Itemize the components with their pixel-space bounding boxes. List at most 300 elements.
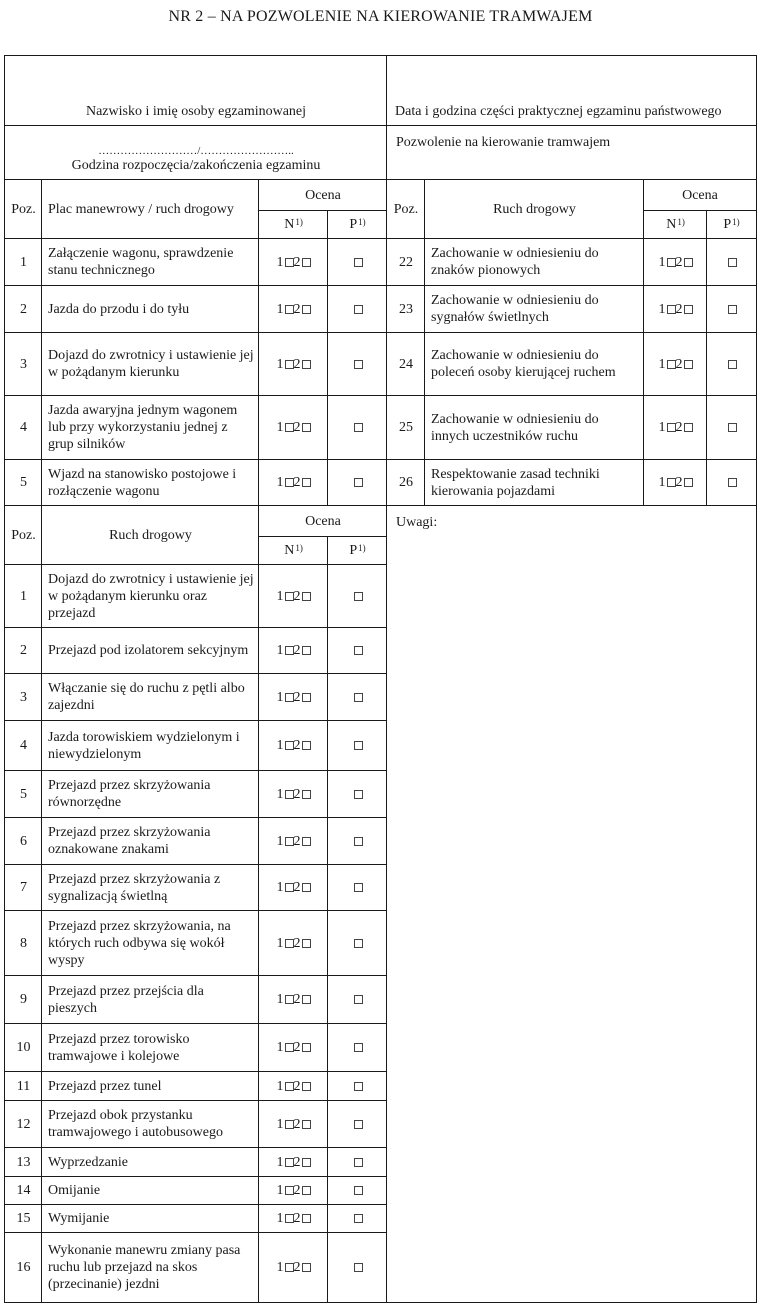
exam-date-field[interactable] [386,55,757,127]
plac-row-n-score[interactable] [258,332,329,396]
row-number: 11 [16,1078,31,1094]
row-number: 12 [16,1116,31,1132]
ruch-right-row-p-checkbox[interactable] [706,238,757,286]
ruch-left-row-n-score[interactable] [258,1100,329,1148]
score-2-label: 2 [293,833,301,849]
score-2-label: 2 [293,301,301,317]
ruch-left-row-p-checkbox[interactable] [327,1176,388,1205]
ruch-right-row-text [424,285,645,333]
row-label: Wykonanie manewru zmiany pasa ruchu lub przejazd na skos (przecinanie) jezdni [48,1243,241,1292]
checkbox-icon[interactable] [302,995,311,1004]
checkbox-icon[interactable] [354,1158,363,1167]
score-2-label: 2 [293,356,301,372]
name-field[interactable] [4,55,388,127]
ruch-left-row-text [41,770,260,818]
checkbox-icon[interactable] [728,478,737,487]
score-1-label: 1 [658,254,666,270]
ruch-right-row-n-score[interactable] [643,332,708,396]
ruch-left-n-header [258,536,329,565]
plac-row-poz [4,332,43,396]
row-label: Jazda awaryjna jednym wagonem lub przy wykorzystaniu jednej z grup silników [48,403,238,452]
remarks-label: Uwagi: [396,515,438,530]
row-number: 4 [20,420,27,435]
checkbox-icon[interactable] [302,646,311,655]
score-1-label: 1 [658,475,666,490]
row-label: Włączanie się do ruchu z pętli albo zajezdni [48,681,245,713]
score-2-label: 2 [293,588,301,604]
checkbox-icon[interactable] [302,1214,311,1223]
row-label: Przejazd przez tunel [48,1078,162,1094]
checkbox-icon[interactable] [302,790,311,799]
checkbox-icon[interactable] [354,837,363,846]
ruch-right-p-header [706,210,757,239]
ruch-left-row-text [41,1023,260,1072]
row-number: 5 [20,475,27,490]
checkbox-icon[interactable] [684,258,693,267]
ruch-left-row-p-checkbox[interactable] [327,864,388,911]
checkbox-icon[interactable] [285,1214,294,1223]
ruch-left-row-p-checkbox[interactable] [327,1100,388,1148]
ruch-left-row-n-score[interactable] [258,1023,329,1072]
checkbox-icon[interactable] [285,939,294,948]
score-1-label: 1 [276,689,284,705]
checkbox-icon[interactable] [354,1263,363,1272]
ruch-left-row-text [41,975,260,1024]
checkbox-icon[interactable] [285,305,294,314]
checkbox-icon[interactable] [285,883,294,892]
ruch-left-row-p-checkbox[interactable] [327,1023,388,1072]
plac-row-p-checkbox[interactable] [327,459,388,506]
score-1-label: 1 [276,738,284,753]
ruch-left-row-p-checkbox[interactable] [327,817,388,865]
permit-label: Pozwolenie na kierowanie tramwajem [396,135,611,150]
checkbox-icon[interactable] [684,305,693,314]
score-1-label: 1 [276,1211,284,1226]
section-heading-label: Ruch drogowy [109,527,192,543]
ruch-left-row-text [41,1071,260,1101]
remarks-field[interactable] [386,505,757,1303]
ruch-left-row-text [41,1204,260,1233]
row-label: Wjazd na stanowisko postojowe i rozłączenie wagonu [48,466,237,499]
row-number: 26 [399,475,413,490]
checkbox-icon[interactable] [302,693,311,702]
row-number: 23 [399,301,413,317]
p-header-label: P [349,217,358,232]
checkbox-icon[interactable] [354,1120,363,1129]
exam-time-field[interactable] [4,125,388,180]
checkbox-icon[interactable] [667,423,676,432]
row-label: Przejazd przez przejścia dla pieszych [48,983,204,1016]
name-label: Nazwisko i imię osoby egzaminowanej [85,104,307,119]
score-2-label: 2 [293,1116,301,1132]
row-label: Wymijanie [48,1211,110,1226]
checkbox-icon[interactable] [302,1120,311,1129]
plac-row-poz [4,395,43,460]
checkbox-icon[interactable] [302,1158,311,1167]
plac-row-n-score[interactable] [258,459,329,506]
ruch-right-row-text [424,459,645,506]
row-number: 9 [20,992,27,1007]
ruch-left-row-p-checkbox[interactable] [327,910,388,976]
score-2-label: 2 [293,1040,301,1055]
n-header-label: N [284,217,295,232]
row-label: Przejazd przez skrzyżowania z sygnalizacją świetlną [48,871,221,904]
score-1-label: 1 [276,1040,284,1055]
row-label: Zachowanie w odniesieniu do sygnałów świetlnych [431,293,599,325]
ruch-left-row-n-score[interactable] [258,627,329,674]
score-2-label: 2 [675,475,683,490]
score-1-label: 1 [658,420,666,435]
score-2-label: 2 [675,301,683,317]
ruch-right-row-poz [386,459,426,506]
plac-heading [41,179,260,239]
ruch-right-row-poz [386,238,426,286]
score-2-label: 2 [293,992,301,1007]
n-header-label: N [666,217,677,232]
checkbox-icon[interactable] [354,305,363,314]
ruch-left-row-p-checkbox[interactable] [327,720,388,771]
checkbox-icon[interactable] [354,478,363,487]
checkbox-icon[interactable] [354,258,363,267]
score-2-label: 2 [675,356,683,372]
ruch-left-row-text [41,864,260,911]
checkbox-icon[interactable] [302,883,311,892]
row-number: 2 [20,643,27,658]
checkbox-icon[interactable] [285,790,294,799]
p-header-label: P [349,543,358,558]
checkbox-icon[interactable] [285,646,294,655]
checkbox-icon[interactable] [302,423,311,432]
score-1-label: 1 [276,475,284,490]
plac-poz-header [4,179,43,239]
ruch-left-row-poz [4,1100,43,1148]
plac-row-text [41,332,260,396]
row-number: 14 [16,1183,31,1198]
row-label: Zachowanie w odniesieniu do poleceń osoby kierującej ruchem [431,348,616,380]
ruch-left-row-text [41,1100,260,1148]
ruch-right-poz-header [386,179,426,239]
score-1-label: 1 [276,643,284,658]
score-2-label: 2 [293,1260,301,1275]
checkbox-icon[interactable] [302,1082,311,1091]
row-number: 15 [16,1211,31,1226]
row-number: 3 [20,689,27,705]
checkbox-icon[interactable] [285,478,294,487]
checkbox-icon[interactable] [354,741,363,750]
row-number: 5 [20,786,27,802]
row-label: Jazda torowiskiem wydzielonym i niewydzielonym [48,729,240,762]
checkbox-icon[interactable] [285,837,294,846]
poz-header-label: Poz. [393,201,419,217]
checkbox-icon[interactable] [667,305,676,314]
ruch-right-row-text [424,238,645,286]
p-header-label: P [723,217,732,232]
poz-header-label: Poz. [11,527,36,543]
ruch-right-row-text [424,395,645,460]
row-label: Przejazd przez skrzyżowania, na których ruch odbywa się wokół wyspy [48,918,231,968]
score-1-label: 1 [658,301,666,317]
ocena-header-label: Ocena [305,513,341,529]
checkbox-icon[interactable] [302,592,311,601]
ruch-left-row-n-score[interactable] [258,1176,329,1205]
checkbox-icon[interactable] [302,1043,311,1052]
checkbox-icon[interactable] [302,258,311,267]
ruch-left-row-p-checkbox[interactable] [327,1232,388,1303]
ruch-left-row-n-score[interactable] [258,1147,329,1177]
row-label: Przejazd przez torowisko tramwajowe i kolejowe [48,1031,190,1064]
ruch-left-row-poz [4,673,43,721]
score-1-label: 1 [276,1116,284,1132]
checkbox-icon[interactable] [354,883,363,892]
plac-row-text [41,285,260,333]
checkbox-icon[interactable] [684,360,693,369]
checkbox-icon[interactable] [285,1120,294,1129]
plac-row-poz [4,459,43,506]
ruch-left-row-text [41,673,260,721]
checkbox-icon[interactable] [285,995,294,1004]
row-label: Przejazd obok przystanku tramwajowego i autobusowego [48,1108,223,1140]
row-number: 3 [20,356,27,372]
score-2-label: 2 [293,643,301,658]
score-2-label: 2 [293,689,301,705]
checkbox-icon[interactable] [302,1263,311,1272]
score-1-label: 1 [276,880,284,895]
checkbox-icon[interactable] [285,693,294,702]
ruch-left-row-n-score[interactable] [258,975,329,1024]
ruch-left-row-n-score[interactable] [258,910,329,976]
ruch-left-row-p-checkbox[interactable] [327,564,388,628]
checkbox-icon[interactable] [285,1263,294,1272]
plac-row-p-checkbox[interactable] [327,285,388,333]
checkbox-icon[interactable] [302,478,311,487]
ocena-header-label: Ocena [682,187,718,203]
score-1-label: 1 [276,1154,284,1170]
checkbox-icon[interactable] [354,995,363,1004]
ruch-right-row-n-score[interactable] [643,238,708,286]
ruch-left-poz-header [4,505,43,565]
checkbox-icon[interactable] [667,258,676,267]
checkbox-icon[interactable] [354,1082,363,1091]
row-label: Respektowanie zasad techniki kierowania pojazdami [431,466,600,499]
checkbox-icon[interactable] [302,741,311,750]
ruch-left-row-text [41,1232,260,1303]
checkbox-icon[interactable] [354,423,363,432]
score-2-label: 2 [293,1183,301,1198]
row-label: Przejazd pod izolatorem sekcyjnym [48,643,249,658]
ruch-left-row-n-score[interactable] [258,564,329,628]
row-label: Omijanie [48,1183,101,1198]
ruch-left-row-p-checkbox[interactable] [327,1071,388,1101]
plac-row-poz [4,285,43,333]
ruch-left-row-n-score[interactable] [258,864,329,911]
checkbox-icon[interactable] [728,258,737,267]
row-label: Załączenie wagonu, sprawdzenie stanu technicznego [48,246,234,278]
score-2-label: 2 [675,254,683,270]
score-2-label: 2 [293,935,301,951]
checkbox-icon[interactable] [667,360,676,369]
row-number: 22 [399,254,413,270]
checkbox-icon[interactable] [354,1186,363,1195]
row-number: 2 [20,301,27,317]
checkbox-icon[interactable] [728,360,737,369]
ruch-left-row-poz [4,720,43,771]
ruch-left-row-n-score[interactable] [258,1204,329,1233]
ruch-left-row-n-score[interactable] [258,1232,329,1303]
ruch-left-row-poz [4,1176,43,1205]
checkbox-icon[interactable] [285,258,294,267]
ocena-header-label: Ocena [305,187,341,203]
row-number: 1 [20,588,27,604]
footnote-marker: 1) [295,543,303,553]
plac-row-n-score[interactable] [258,395,329,460]
plac-row-n-score[interactable] [258,285,329,333]
ruch-left-row-poz [4,1147,43,1177]
checkbox-icon[interactable] [354,360,363,369]
checkbox-icon[interactable] [302,1186,311,1195]
score-2-label: 2 [675,420,683,435]
checkbox-icon[interactable] [285,592,294,601]
ruch-left-row-n-score[interactable] [258,720,329,771]
plac-row-poz [4,238,43,286]
score-2-label: 2 [293,786,301,802]
row-number: 6 [20,833,27,849]
checkbox-icon[interactable] [285,741,294,750]
form-title: NR 2 – NA POZWOLENIE NA KIEROWANIE TRAMWAJEM [168,8,593,25]
ruch-right-heading [424,179,645,239]
plac-row-p-checkbox[interactable] [327,238,388,286]
ruch-left-row-poz [4,1204,43,1233]
score-1-label: 1 [658,356,666,372]
ruch-right-row-p-checkbox[interactable] [706,332,757,396]
row-number: 1 [20,254,27,270]
permit-field [386,125,757,180]
checkbox-icon[interactable] [285,1186,294,1195]
ruch-left-row-p-checkbox[interactable] [327,673,388,721]
ruch-right-row-poz [386,395,426,460]
ruch-right-row-n-score[interactable] [643,285,708,333]
row-number: 25 [399,420,413,435]
checkbox-icon[interactable] [684,478,693,487]
ruch-left-row-n-score[interactable] [258,673,329,721]
ruch-left-row-text [41,910,260,976]
footnote-marker: 1) [358,543,366,553]
checkbox-icon[interactable] [728,305,737,314]
ruch-left-row-poz [4,1232,43,1303]
ruch-left-row-text [41,720,260,771]
checkbox-icon[interactable] [354,646,363,655]
checkbox-icon[interactable] [285,360,294,369]
score-2-label: 2 [293,738,301,753]
plac-row-text [41,238,260,286]
ruch-left-row-poz [4,564,43,628]
row-number: 24 [399,356,413,372]
ruch-right-row-p-checkbox[interactable] [706,285,757,333]
plac-row-text [41,459,260,506]
ruch-left-row-text [41,1176,260,1205]
ruch-left-p-header [327,536,388,565]
ruch-left-row-n-score[interactable] [258,817,329,865]
checkbox-icon[interactable] [728,423,737,432]
score-1-label: 1 [276,254,284,270]
checkbox-icon[interactable] [354,790,363,799]
ruch-right-row-poz [386,285,426,333]
checkbox-icon[interactable] [285,1082,294,1091]
row-number: 8 [20,935,27,951]
plac-p-header [327,210,388,239]
ruch-left-ocena-header [258,505,388,537]
score-2-label: 2 [293,880,301,895]
score-1-label: 1 [276,992,284,1007]
footnote-marker: 1) [295,217,303,227]
ruch-right-row-p-checkbox[interactable] [706,395,757,460]
score-1-label: 1 [276,356,284,372]
score-2-label: 2 [293,420,301,435]
ruch-right-row-n-score[interactable] [643,395,708,460]
checkbox-icon[interactable] [285,1158,294,1167]
ruch-left-row-p-checkbox[interactable] [327,627,388,674]
exam-time-label: Godzina rozpoczęcia/zakończenia egzaminu [71,158,321,173]
ruch-right-n-header [643,210,708,239]
ruch-left-row-poz [4,910,43,976]
row-label: Dojazd do zwrotnicy i ustawienie jej w pożądanym kierunku [48,348,254,380]
row-number: 7 [20,880,27,895]
checkbox-icon[interactable] [302,305,311,314]
checkbox-icon[interactable] [667,478,676,487]
ruch-left-row-n-score[interactable] [258,1071,329,1101]
checkbox-icon[interactable] [354,1214,363,1223]
poz-header-label: Poz. [11,201,36,217]
ruch-left-row-poz [4,817,43,865]
exam-date-label: Data i godzina części praktycznej egzaminu państwowego [395,104,722,119]
row-label: Przejazd przez skrzyżowania równorzędne [48,778,211,810]
ruch-left-row-poz [4,1071,43,1101]
score-1-label: 1 [276,1078,284,1094]
row-label: Wyprzedzanie [48,1154,128,1170]
checkbox-icon[interactable] [285,1043,294,1052]
ruch-left-row-n-score[interactable] [258,770,329,818]
ruch-left-row-p-checkbox[interactable] [327,1204,388,1233]
row-label: Zachowanie w odniesieniu do innych uczestników ruchu [431,411,599,444]
ruch-left-row-poz [4,1023,43,1072]
plac-row-p-checkbox[interactable] [327,395,388,460]
checkbox-icon[interactable] [354,1043,363,1052]
ruch-right-row-poz [386,332,426,396]
checkbox-icon[interactable] [285,423,294,432]
ruch-left-row-p-checkbox[interactable] [327,1147,388,1177]
ruch-right-row-n-score[interactable] [643,459,708,506]
ruch-left-row-p-checkbox[interactable] [327,975,388,1024]
ruch-left-row-text [41,627,260,674]
row-number: 16 [16,1260,31,1275]
checkbox-icon[interactable] [354,592,363,601]
checkbox-icon[interactable] [684,423,693,432]
plac-row-n-score[interactable] [258,238,329,286]
plac-row-p-checkbox[interactable] [327,332,388,396]
row-number: 13 [16,1154,31,1170]
score-2-label: 2 [293,475,301,490]
ruch-left-row-poz [4,770,43,818]
row-number: 4 [20,738,27,753]
score-1-label: 1 [276,301,284,317]
ruch-left-row-poz [4,975,43,1024]
checkbox-icon[interactable] [302,837,311,846]
checkbox-icon[interactable] [354,693,363,702]
ruch-right-row-p-checkbox[interactable] [706,459,757,506]
checkbox-icon[interactable] [302,939,311,948]
checkbox-icon[interactable] [354,939,363,948]
ruch-left-row-p-checkbox[interactable] [327,770,388,818]
checkbox-icon[interactable] [302,360,311,369]
